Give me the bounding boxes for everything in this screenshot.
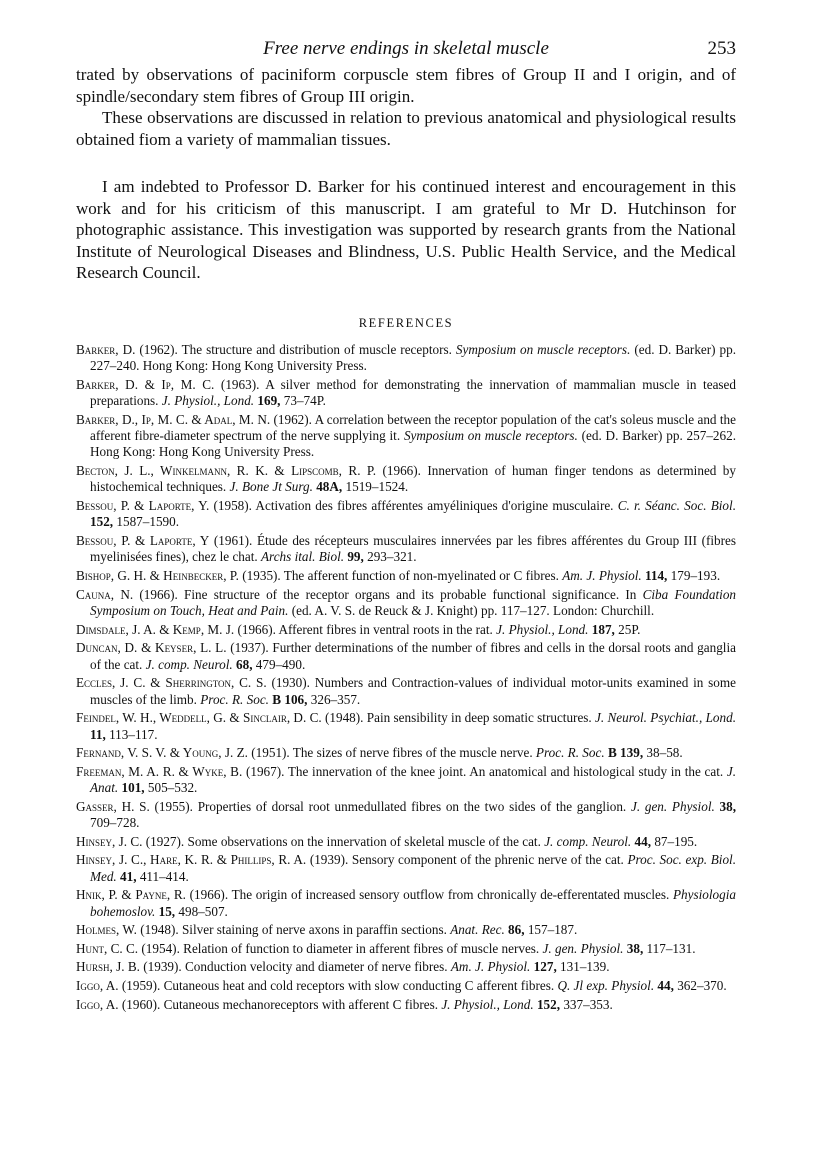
reference-authors: Barker, D. — [76, 341, 136, 357]
reference-authors: Duncan, D. & Keyser, L. L. — [76, 640, 227, 656]
reference-title: (1927). Some observations on the innervation of skeletal muscle of the cat. — [142, 833, 545, 849]
reference-item — [76, 887, 736, 920]
reference-pages: (ed. A. V. S. de Reuck & J. Knight) pp. 117–127. London: Churchill. — [288, 602, 655, 618]
reference-pages: 117–131. — [643, 940, 696, 956]
reference-pages: 1519–1524. — [342, 479, 409, 495]
reference-authors: Barker, D., Ip, M. C. & Adal, M. N. — [76, 411, 271, 427]
reference-title: (1962). The structure and distribution of muscle receptors. — [135, 341, 456, 357]
reference-item — [76, 622, 736, 638]
reference-journal: J. Physiol., Lond. — [441, 996, 534, 1012]
reference-item — [76, 463, 736, 496]
reference-journal: Symposium on muscle receptors. — [403, 427, 578, 443]
reference-volume: 127, — [530, 959, 557, 975]
reference-title: (1955). Properties of dorsal root unmedullated fibres on the two sides of the ganglion. — [149, 798, 631, 814]
reference-item — [76, 922, 736, 938]
reference-authors: Hinsey, J. C. — [76, 833, 143, 849]
reference-volume: 152, — [90, 514, 114, 530]
reference-pages: 709–728. — [90, 815, 140, 831]
reference-title: (1960). Cutaneous mechanoreceptors with afferent C fibres. — [118, 996, 442, 1012]
reference-volume: 15, — [155, 903, 176, 919]
reference-pages: 87–195. — [651, 833, 698, 849]
reference-item — [76, 834, 736, 850]
reference-item — [76, 342, 736, 375]
reference-pages: 326–357. — [307, 691, 361, 707]
reference-item — [76, 941, 736, 957]
reference-pages: 157–187. — [524, 922, 578, 938]
reference-volume: 68, — [232, 656, 253, 672]
reference-item — [76, 978, 736, 994]
reference-journal: J. Physiol., Lond. — [496, 621, 589, 637]
reference-item — [76, 587, 736, 620]
references-heading: REFERENCES — [358, 315, 454, 330]
reference-title: (1930). Numbers and Contraction-values of individual motor-units examined in some muscles of the limb. — [90, 675, 737, 707]
reference-authors: Bessou, P. & Laporte, Y — [76, 532, 210, 548]
reference-title: (1937). Further determinations of the number of fibres and cells in the dorsal roots and ganglia of the cat. — [90, 640, 736, 672]
reference-item — [76, 412, 736, 461]
page-header — [76, 36, 736, 64]
reference-authors: Barker, D. & Ip, M. C. — [76, 376, 215, 392]
reference-volume: 169, — [254, 392, 281, 408]
reference-volume: 99, — [344, 549, 364, 565]
reference-item — [76, 675, 736, 708]
reference-item — [76, 745, 736, 761]
running-title: Free nerve endings in skeletal muscle — [263, 38, 549, 59]
reference-title: (1967). The innervation of the knee joint. An anatomical and histological study in the cat. — [242, 763, 727, 779]
reference-pages: 113–117. — [105, 726, 158, 742]
reference-item — [76, 852, 736, 885]
reference-volume: B 106, — [268, 691, 308, 707]
reference-volume: 152, — [533, 996, 561, 1012]
reference-authors: Hnik, P. & Payne, R. — [76, 887, 186, 903]
reference-journal: C. r. Séanc. Soc. Biol. — [617, 497, 736, 513]
reference-journal: J. comp. Neurol. — [544, 833, 632, 849]
reference-pages: 179–193. — [667, 567, 721, 583]
reference-title: (1958). Activation des fibres afférentes amyéliniques d'origine musculaire. — [209, 497, 618, 513]
reference-authors: Freeman, M. A. R. & Wyke, B. — [76, 763, 243, 779]
reference-authors: Iggo, A. — [76, 978, 119, 994]
reference-title: (1966). Afferent fibres in ventral roots in the rat. — [234, 621, 497, 637]
reference-title: (1961). Étude des récepteurs musculaires innervées par les fibres afférentes du Group III (fibres myelinisées fines), chez le chat. — [90, 532, 736, 565]
reference-authors: Hunt, C. C. — [76, 940, 139, 956]
reference-journal: Proc. R. Soc. — [535, 745, 605, 761]
reference-pages: 479–490. — [252, 656, 306, 672]
reference-pages: 362–370. — [673, 978, 727, 994]
reference-journal: Ciba Foundation Symposium on Touch, Heat and Pain. — [90, 586, 737, 618]
reference-volume: 48A, — [312, 479, 343, 495]
reference-pages: 131–139. — [556, 959, 610, 975]
reference-title: (1948). Silver staining of nerve axons in paraffin sections. — [136, 922, 451, 938]
reference-journal: J. Physiol., Lond. — [161, 392, 255, 408]
reference-journal: Anat. Rec. — [450, 922, 505, 938]
reference-journal: Am. J. Physiol. — [450, 959, 531, 975]
reference-title: (1966). Fine structure of the receptor organs and its probable functional significance. In — [133, 586, 643, 602]
summary-paragraph-continued: trated by observations of paciniform corpuscle stem fibres of Group II and I origin, and of spindle/secondary stem fibres of Group III origin. — [76, 65, 736, 106]
reference-volume: 86, — [504, 922, 525, 938]
reference-volume: 38, — [714, 798, 736, 814]
reference-volume: 44, — [654, 978, 674, 994]
reference-journal: Proc. R. Soc. — [200, 691, 269, 707]
reference-title: (1951). The sizes of nerve fibres of the muscle nerve. — [247, 745, 536, 761]
reference-volume: 38, — [623, 940, 644, 956]
reference-journal: J. comp. Neurol. — [145, 656, 233, 672]
reference-title: (1954). Relation of function to diameter in afferent fibres of muscle nerves. — [138, 940, 543, 956]
reference-authors: Hinsey, J. C., Hare, K. R. & Phillips, R. A. — [76, 852, 307, 868]
reference-item — [76, 764, 736, 797]
reference-journal: Am. J. Physiol. — [562, 567, 642, 583]
reference-journal: J. gen. Physiol. — [542, 940, 624, 956]
reference-authors: Holmes, W. — [76, 922, 137, 938]
reference-volume: B 139, — [604, 745, 644, 761]
reference-pages: 73–74P. — [280, 392, 326, 408]
reference-journal: Archs ital. Biol. — [261, 549, 345, 565]
reference-pages: (ed. D. Barker) pp. 227–240. Hong Kong: Hong Kong University Press. — [90, 341, 737, 373]
reference-volume: 11, — [90, 726, 106, 742]
reference-authors: Bessou, P. & Laporte, Y. — [76, 497, 210, 513]
reference-title: (1935). The afferent function of non-myelinated or C fibres. — [238, 567, 563, 583]
reference-journal: J. Anat. — [90, 763, 736, 796]
reference-authors: Gasser, H. S. — [76, 798, 150, 814]
acknowledgement-paragraph: I am indebted to Professor D. Barker for his continued interest and encouragement in this work and for his criticism of this manuscript. I am grateful to Mr D. Hutchinson for photographic assistance. This investigation was supported by research grants from the National Institute of Neurological Diseases and Blindness, U.S. Public Health Service, and the Medical Research Council. — [76, 177, 736, 282]
reference-authors: Dimsdale, J. A. & Kemp, M. J. — [76, 621, 235, 637]
reference-item — [76, 640, 736, 673]
reference-pages: 1587–1590. — [113, 514, 180, 530]
reference-pages: 38–58. — [643, 745, 683, 761]
reference-item — [76, 959, 736, 975]
reference-journal: J. Bone Jt Surg. — [229, 479, 313, 495]
reference-item — [76, 533, 736, 566]
reference-authors: Fernand, V. S. V. & Young, J. Z. — [76, 745, 248, 761]
reference-title: (1966). Innervation of human finger tendons as determined by histochemical techniques. — [90, 462, 736, 495]
reference-volume: 44, — [631, 833, 652, 849]
reference-item — [76, 568, 736, 584]
reference-authors: Becton, J. L., Winkelmann, R. K. & Lipscomb, R. P. — [76, 462, 377, 478]
reference-volume: 114, — [641, 567, 668, 583]
reference-pages: 505–532. — [144, 780, 198, 796]
reference-pages: 411–414. — [136, 868, 189, 884]
reference-journal: J. gen. Physiol. — [630, 798, 715, 814]
reference-pages: 337–353. — [560, 996, 613, 1012]
reference-title: (1962). A correlation between the receptor population of the cat's soleus muscle and the afferent fibre-diameter spectrum of the nerve supplying it. — [90, 411, 736, 443]
reference-journal: Symposium on muscle receptors. — [455, 341, 631, 357]
reference-title: (1948). Pain sensibility in deep somatic structures. — [321, 710, 596, 726]
reference-item — [76, 799, 736, 832]
reference-authors: Cauna, N. — [76, 586, 134, 602]
reference-title: (1963). A silver method for demonstrating the innervation of mammalian muscle in teased preparations. — [90, 376, 737, 408]
reference-authors: Iggo, A. — [76, 996, 119, 1012]
reference-journal: J. Neurol. Psychiat., Lond. — [595, 710, 736, 726]
reference-pages: 25P. — [614, 621, 641, 637]
reference-pages: 293–321. — [363, 549, 417, 565]
reference-pages: 498–507. — [175, 903, 228, 919]
reference-authors: Eccles, J. C. & Sherrington, C. S. — [76, 675, 267, 691]
reference-volume: 187, — [588, 621, 615, 637]
reference-journal: Physiologia bohemoslov. — [90, 887, 736, 919]
summary-paragraph: These observations are discussed in relation to previous anatomical and physiological results obtained fiom a variety of mammalian tissues. — [76, 108, 736, 149]
reference-volume: 41, — [116, 868, 137, 884]
page-number: 253 — [707, 38, 736, 59]
reference-title: (1939). Conduction velocity and diameter of nerve fibres. — [139, 959, 451, 975]
reference-journal: Q. Jl exp. Physiol. — [557, 978, 655, 994]
reference-item — [76, 997, 736, 1013]
references-list — [76, 342, 736, 1014]
reference-title: (1959). Cutaneous heat and cold receptors with slow conducting C afferent fibres. — [118, 978, 558, 994]
reference-item — [76, 498, 736, 531]
reference-title: (1966). The origin of increased sensory outflow from chronically de-efferentated muscles. — [185, 887, 673, 903]
reference-authors: Hursh, J. B. — [76, 959, 140, 975]
page — [76, 36, 736, 1015]
reference-journal: Proc. Soc. exp. Biol. Med. — [90, 852, 736, 884]
reference-authors: Bishop, G. H. & Heinbecker, P. — [76, 567, 239, 583]
reference-authors: Feindel, W. H., Weddell, G. & Sinclair, D. C. — [76, 710, 322, 726]
reference-title: (1939). Sensory component of the phrenic nerve of the cat. — [306, 852, 628, 868]
reference-item — [76, 377, 736, 410]
reference-volume: 101, — [118, 780, 145, 796]
reference-item — [76, 710, 736, 743]
reference-pages: (ed. D. Barker) pp. 257–262. Hong Kong: Hong Kong University Press. — [90, 427, 736, 460]
